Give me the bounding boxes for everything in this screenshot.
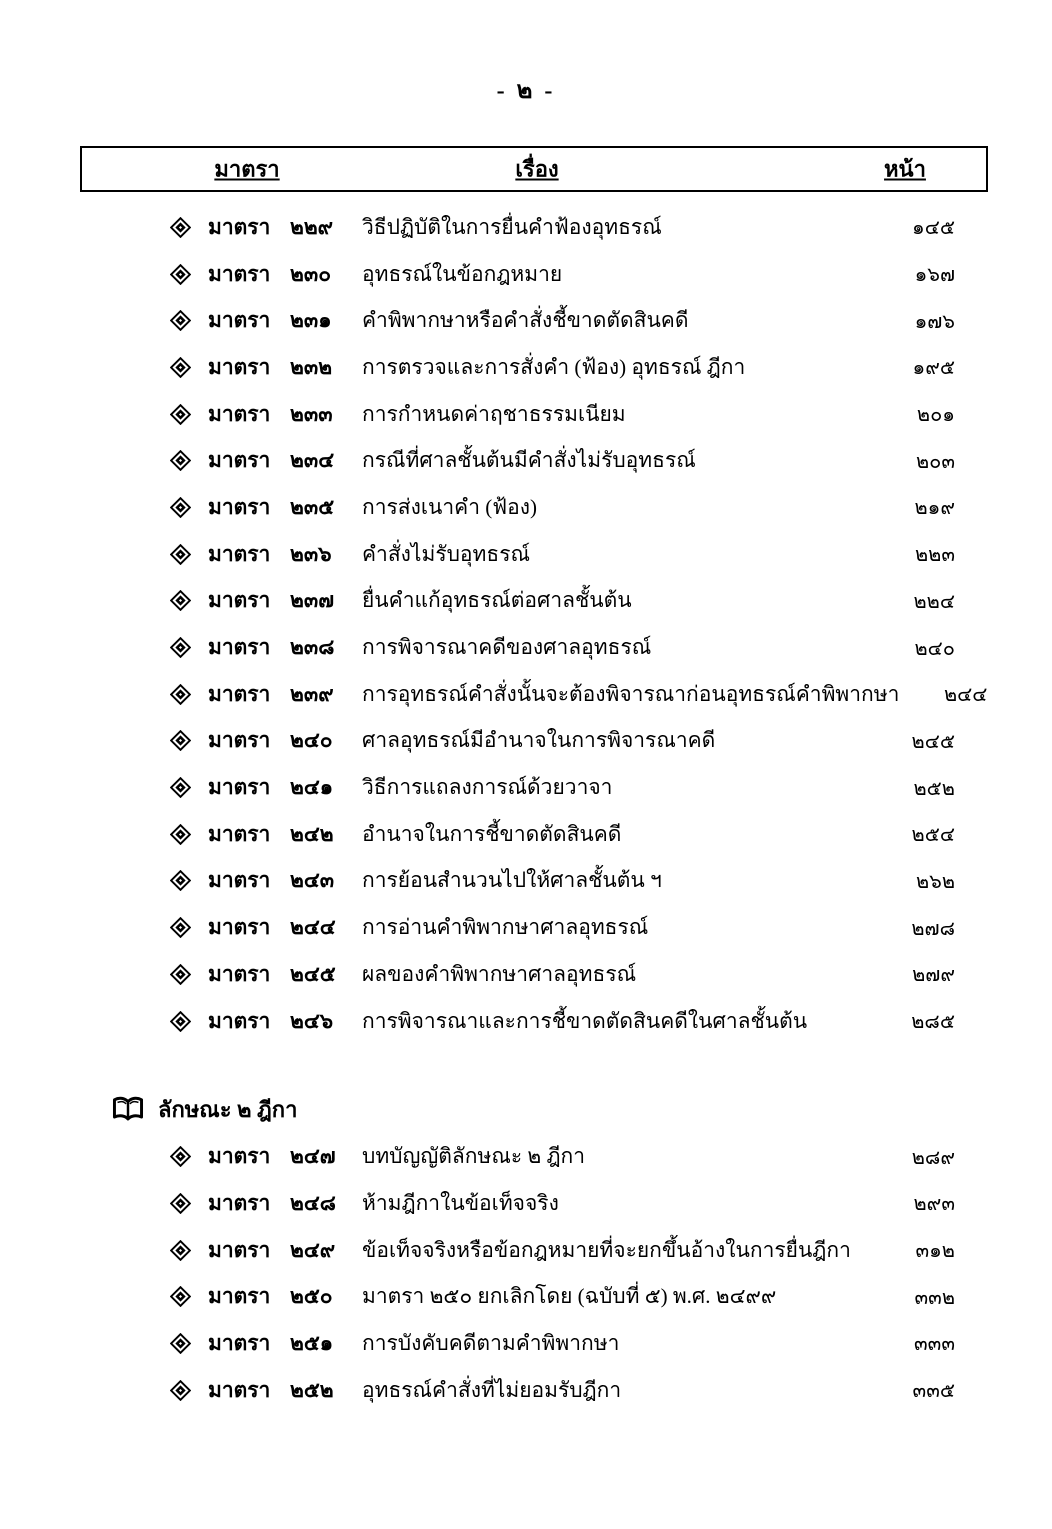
row-section-word: มาตรา <box>208 401 271 426</box>
toc-row <box>0 578 1052 625</box>
diamond-bullet-icon <box>170 590 191 611</box>
row-subject: กรณีที่ศาลชั้นต้นมีคำสั่งไม่รับอุทธรณ์ <box>362 448 696 473</box>
row-subject: ยื่นคำแก้อุทธรณ์ต่อศาลชั้นต้น <box>362 588 632 613</box>
row-section-number: ๒๔๔ <box>290 915 336 940</box>
row-section-word: มาตรา <box>208 728 271 753</box>
row-page-number: ๒๗๘ <box>911 917 955 940</box>
row-section-word: มาตรา <box>208 1284 271 1309</box>
diamond-bullet-icon <box>170 1286 191 1307</box>
row-subject: อำนาจในการชี้ขาดตัดสินคดี <box>362 821 622 846</box>
row-section-number: ๒๓๗ <box>290 588 334 613</box>
toc-row <box>0 671 1052 718</box>
diamond-bullet-icon <box>170 1193 191 1214</box>
row-section-word: มาตรา <box>208 1190 271 1215</box>
row-section-word: มาตรา <box>208 354 271 379</box>
row-section-word: มาตรา <box>208 1377 271 1402</box>
row-section-number: ๒๒๙ <box>290 214 334 239</box>
column-header-subject: เรื่อง <box>515 156 559 182</box>
row-section-word: มาตรา <box>208 1330 271 1355</box>
diamond-bullet-icon <box>170 1240 191 1261</box>
row-page-number: ๒๖๒ <box>915 870 955 893</box>
toc-row <box>0 391 1052 438</box>
row-section-number: ๒๔๙ <box>290 1237 336 1262</box>
diamond-bullet-icon <box>170 357 191 378</box>
row-section-number: ๒๔๓ <box>290 868 335 893</box>
row-page-number: ๓๑๒ <box>915 1240 955 1263</box>
row-section-number: ๒๓๑ <box>290 308 332 333</box>
row-page-number: ๒๗๙ <box>912 964 955 987</box>
row-subject: ศาลอุทธรณ์มีอำนาจในการพิจารณาคดี <box>362 728 716 753</box>
row-page-number: ๑๙๕ <box>912 357 955 380</box>
row-page-number: ๒๐๓ <box>915 450 955 473</box>
row-subject: บทบัญญัติลักษณะ ๒ ฎีกา <box>362 1144 586 1169</box>
row-page-number: ๓๓๒ <box>914 1286 955 1309</box>
toc-row <box>0 1367 1052 1414</box>
row-section-word: มาตรา <box>208 915 271 940</box>
row-page-number: ๒๕๒ <box>913 777 955 800</box>
row-section-word: มาตรา <box>208 308 271 333</box>
row-section-number: ๒๔๒ <box>290 821 334 846</box>
row-section-number: ๒๓๒ <box>290 354 333 379</box>
row-section-number: ๒๔๕ <box>290 961 336 986</box>
row-section-number: ๒๔๑ <box>290 775 334 800</box>
row-subject: การอุทธรณ์คำสั่งนั้นจะต้องพิจารณาก่อนอุทธรณ์คำพิพากษา <box>362 681 900 706</box>
row-section-number: ๒๔๗ <box>290 1144 336 1169</box>
toc-header-box <box>80 146 988 192</box>
row-page-number: ๒๔๐ <box>914 637 955 660</box>
toc-groups <box>0 204 1052 1414</box>
row-subject: การตรวจและการสั่งคำ (ฟ้อง) อุทธรณ์ ฎีกา <box>362 354 746 379</box>
toc-row <box>0 531 1052 578</box>
row-subject: การส่งเนาคำ (ฟ้อง) <box>362 494 537 519</box>
row-section-word: มาตรา <box>208 681 271 706</box>
row-section-number: ๒๓๖ <box>290 541 332 566</box>
row-section-word: มาตรา <box>208 961 271 986</box>
row-section-word: มาตรา <box>208 541 271 566</box>
row-page-number: ๒๙๓ <box>913 1193 955 1216</box>
row-subject: การพิจารณาและการชี้ขาดตัดสินคดีในศาลชั้นต้น <box>362 1008 808 1033</box>
row-subject: วิธีการแถลงการณ์ด้วยวาจา <box>362 775 613 800</box>
diamond-bullet-icon <box>170 964 191 985</box>
open-book-icon <box>112 1096 144 1122</box>
row-subject: คำพิพากษาหรือคำสั่งชี้ขาดตัดสินคดี <box>362 308 689 333</box>
toc-row <box>0 344 1052 391</box>
row-section-word: มาตรา <box>208 821 271 846</box>
diamond-bullet-icon <box>170 1146 191 1167</box>
toc-row <box>0 484 1052 531</box>
row-section-word: มาตรา <box>208 868 271 893</box>
row-section-number: ๒๔๘ <box>290 1190 336 1215</box>
diamond-bullet-icon <box>170 1011 191 1032</box>
toc-row <box>0 1320 1052 1367</box>
row-subject: การบังคับคดีตามคำพิพากษา <box>362 1330 620 1355</box>
toc-row <box>0 904 1052 951</box>
row-subject: ผลของคำพิพากษาศาลอุทธรณ์ <box>362 961 637 986</box>
diamond-bullet-icon <box>170 264 191 285</box>
diamond-bullet-icon <box>170 544 191 565</box>
column-header-page: หน้า <box>884 156 926 182</box>
row-section-number: ๒๓๐ <box>290 261 332 286</box>
diamond-bullet-icon <box>170 497 191 518</box>
toc-row <box>0 858 1052 905</box>
diamond-bullet-icon <box>170 217 191 238</box>
row-page-number: ๑๗๖ <box>914 310 955 333</box>
row-subject: ห้ามฎีกาในข้อเท็จจริง <box>362 1190 559 1215</box>
row-subject: คำสั่งไม่รับอุทธรณ์ <box>362 541 530 566</box>
diamond-bullet-icon <box>170 777 191 798</box>
row-subject: การอ่านคำพิพากษาศาลอุทธรณ์ <box>362 915 649 940</box>
row-page-number: ๒๑๙ <box>914 497 955 520</box>
toc-row <box>0 624 1052 671</box>
row-page-number: ๑๖๗ <box>914 264 955 287</box>
row-page-number: ๒๐๑ <box>916 404 955 427</box>
row-section-word: มาตรา <box>208 635 271 660</box>
toc-row <box>0 718 1052 765</box>
diamond-bullet-icon <box>170 450 191 471</box>
row-section-number: ๒๕๑ <box>290 1330 334 1355</box>
row-section-word: มาตรา <box>208 261 271 286</box>
diamond-bullet-icon <box>170 684 191 705</box>
row-subject: วิธีปฏิบัติในการยื่นคำฟ้องอุทธรณ์ <box>362 214 662 239</box>
diamond-bullet-icon <box>170 310 191 331</box>
row-section-word: มาตรา <box>208 1237 271 1262</box>
toc-row <box>0 1180 1052 1227</box>
row-section-number: ๒๓๕ <box>290 494 335 519</box>
row-page-number: ๓๓๓ <box>913 1333 955 1356</box>
row-page-number: ๒๒๓ <box>914 544 955 567</box>
row-page-number: ๒๒๔ <box>913 590 955 613</box>
row-section-number: ๒๕๐ <box>290 1284 333 1309</box>
row-page-number: ๒๔๕ <box>911 730 955 753</box>
row-section-number: ๒๔๖ <box>290 1008 334 1033</box>
row-section-word: มาตรา <box>208 214 271 239</box>
toc-row <box>0 1133 1052 1180</box>
diamond-bullet-icon <box>170 637 191 658</box>
row-page-number: ๓๓๕ <box>912 1380 955 1403</box>
row-subject: อุทธรณ์ในข้อกฎหมาย <box>362 261 563 286</box>
row-subject: อุทธรณ์คำสั่งที่ไม่ยอมรับฎีกา <box>362 1377 622 1402</box>
row-page-number: ๒๔๔ <box>943 684 988 707</box>
row-subject: มาตรา ๒๕๐ ยกเลิกโดย (ฉบับที่ ๕) พ.ศ. ๒๔๙๙ <box>362 1284 777 1309</box>
toc-row <box>0 1273 1052 1320</box>
toc-row <box>0 811 1052 858</box>
diamond-bullet-icon <box>170 404 191 425</box>
toc-row <box>0 764 1052 811</box>
column-header-section: มาตรา <box>214 156 280 182</box>
diamond-bullet-icon <box>170 824 191 845</box>
toc-row <box>0 1227 1052 1274</box>
toc-row <box>0 998 1052 1045</box>
row-section-word: มาตรา <box>208 588 271 613</box>
row-section-number: ๒๕๒ <box>290 1377 334 1402</box>
row-page-number: ๑๔๕ <box>912 217 955 240</box>
row-section-word: มาตรา <box>208 775 271 800</box>
row-section-number: ๒๓๓ <box>290 401 333 426</box>
row-section-number: ๒๓๙ <box>290 681 334 706</box>
section-header-label: ลักษณะ ๒ ฎีกา <box>158 1096 298 1122</box>
toc-row <box>0 251 1052 298</box>
row-section-word: มาตรา <box>208 448 271 473</box>
toc-row <box>0 437 1052 484</box>
row-section-number: ๒๓๘ <box>290 635 335 660</box>
toc-row <box>0 951 1052 998</box>
row-subject: ข้อเท็จจริงหรือข้อกฎหมายที่จะยกขึ้นอ้างในการยื่นฎีกา <box>362 1237 851 1262</box>
diamond-bullet-icon <box>170 1333 191 1354</box>
row-page-number: ๒๕๔ <box>911 824 955 847</box>
row-section-number: ๒๔๐ <box>290 728 333 753</box>
row-subject: การพิจารณาคดีของศาลอุทธรณ์ <box>362 635 652 660</box>
row-section-word: มาตรา <box>208 1144 271 1169</box>
row-section-number: ๒๓๔ <box>290 448 335 473</box>
row-page-number: ๒๘๕ <box>911 1011 955 1034</box>
row-subject: การกำหนดค่าฤชาธรรมเนียม <box>362 401 626 426</box>
row-section-word: มาตรา <box>208 1008 271 1033</box>
page-number-label: - ๒ - <box>496 78 556 104</box>
row-subject: การย้อนสำนวนไปให้ศาลชั้นต้น ฯ <box>362 868 662 893</box>
diamond-bullet-icon <box>170 1380 191 1401</box>
section-header <box>0 1085 1052 1133</box>
diamond-bullet-icon <box>170 917 191 938</box>
toc-row <box>0 297 1052 344</box>
diamond-bullet-icon <box>170 730 191 751</box>
row-section-word: มาตรา <box>208 494 271 519</box>
toc-row <box>0 204 1052 251</box>
row-page-number: ๒๘๙ <box>911 1146 955 1169</box>
diamond-bullet-icon <box>170 870 191 891</box>
